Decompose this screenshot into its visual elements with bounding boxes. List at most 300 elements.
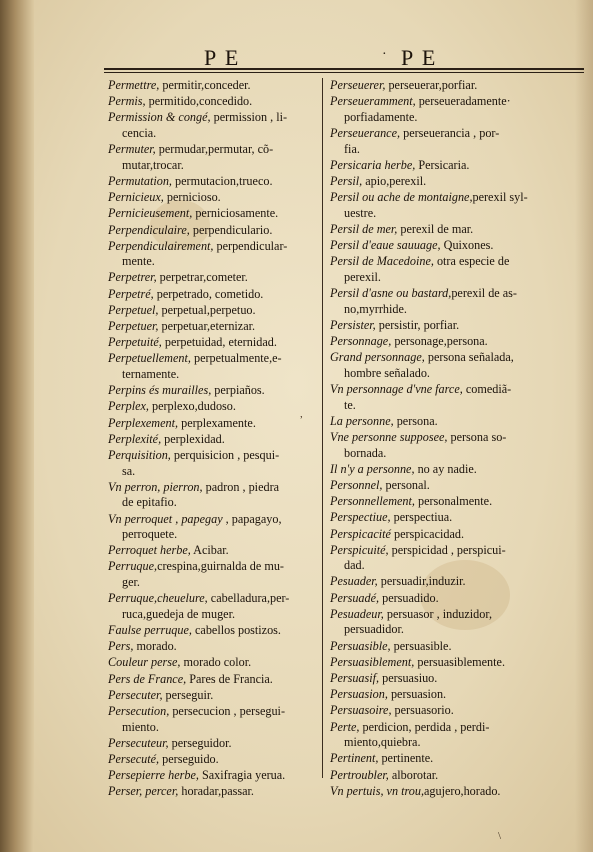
entry-continuation: mutar,trocar. <box>122 157 184 172</box>
dictionary-entry <box>330 382 560 413</box>
entry-continuation: ternamente. <box>122 367 180 381</box>
entry-line <box>330 238 560 254</box>
entry-headword: Personnage, <box>330 334 392 349</box>
entry-headword: Personnellement, <box>330 494 415 509</box>
entry-headword: Couleur perse, <box>108 655 181 670</box>
entry-headword: Persuadé, <box>330 590 380 605</box>
dictionary-entry <box>108 512 312 543</box>
entry-headword: Perspicuité, <box>330 542 389 557</box>
entry-continuation: uestre. <box>344 205 377 220</box>
entry-translation: no ay nadie. <box>414 461 477 476</box>
entry-headword: Persil, <box>330 173 363 188</box>
entry-translation: papagayo, <box>228 511 282 526</box>
entry-continuation: bornada. <box>344 445 387 460</box>
entry-translation: otra especie de <box>433 254 510 269</box>
entry-translation: permudar,permutar, cõ- <box>155 142 274 157</box>
entry-line <box>108 335 312 351</box>
dictionary-entry <box>108 591 312 622</box>
dictionary-entry <box>330 671 560 687</box>
entry-line <box>330 574 560 590</box>
entry-translation: perdicion, perdida , perdi- <box>359 719 490 734</box>
entry-line <box>330 222 560 238</box>
entry-translation: perniciosamente. <box>192 206 279 221</box>
entry-line <box>108 736 312 752</box>
entry-line <box>330 78 560 94</box>
entry-line <box>108 319 312 335</box>
dictionary-entry <box>108 784 312 800</box>
entry-line <box>330 543 560 559</box>
entry-translation: agujero,horado. <box>424 783 501 798</box>
dictionary-entry <box>108 480 312 511</box>
running-header <box>104 45 584 70</box>
entry-headword: Persister, <box>330 317 376 332</box>
entry-headword: Pernicieux, <box>108 190 164 205</box>
entry-line <box>330 527 560 543</box>
dictionary-entry <box>108 351 312 382</box>
entry-translation: persona señalada, <box>424 350 514 365</box>
entry-translation: persona so- <box>447 429 507 444</box>
entry-translation: cabelladura,per- <box>207 591 290 606</box>
entry-translation: perseguir. <box>162 687 214 702</box>
entry-translation: persuadido. <box>379 590 439 605</box>
dictionary-entry <box>108 223 312 239</box>
entry-line <box>108 448 312 464</box>
dictionary-entry <box>330 126 560 157</box>
entry-line <box>108 351 312 367</box>
dictionary-entry <box>330 527 560 543</box>
entry-headword: Vn perroquet , papegay , <box>108 511 229 526</box>
entry-translation: persuasion. <box>387 687 447 702</box>
entry-translation: perpetrar,cometer. <box>156 270 248 285</box>
dictionary-entry <box>330 655 560 671</box>
ink-mark: , <box>300 408 303 420</box>
entry-headword: Permission & congé, <box>108 110 211 125</box>
entry-translation: personal. <box>382 477 430 492</box>
entry-translation: perpetuidad, eternidad. <box>161 335 277 350</box>
entry-continuation: fia. <box>344 141 360 156</box>
entry-headword: Il n'y a personne, <box>330 461 415 476</box>
entry-translation: perplexidad. <box>161 431 225 446</box>
entry-continuation: porfiadamente. <box>344 109 418 124</box>
dictionary-entry <box>108 559 312 590</box>
entry-line <box>108 383 312 399</box>
entry-line <box>108 223 312 239</box>
dictionary-entry <box>108 110 312 141</box>
entry-line <box>330 190 560 206</box>
entry-continuation: perroquete. <box>122 527 178 542</box>
dictionary-entry <box>108 239 312 270</box>
entry-headword: Vne personne supposee, <box>330 429 448 444</box>
entry-line <box>108 672 312 688</box>
entry-headword: Persicaria herbe, <box>330 157 416 172</box>
entry-line <box>108 190 312 206</box>
entry-translation: persuasiblemente. <box>414 654 505 669</box>
entry-headword: Permis, <box>108 94 146 109</box>
entry-line <box>108 239 312 255</box>
entry-headword: Perpetré, <box>108 286 154 301</box>
entry-translation: perexil de mar. <box>397 221 474 236</box>
entry-headword: Perpetuel, <box>108 302 159 317</box>
entry-line <box>108 639 312 655</box>
header-rule-thin <box>104 72 584 73</box>
page-edge <box>575 0 593 852</box>
entry-line <box>330 382 560 398</box>
entry-line <box>108 784 312 800</box>
entry-line <box>330 318 560 334</box>
entry-line <box>330 751 560 767</box>
header-right: P E <box>401 45 438 70</box>
dictionary-entry <box>108 736 312 752</box>
entry-continuation: miento. <box>122 719 159 734</box>
entry-headword: Persil d'eaue sauuage, <box>330 238 441 253</box>
entry-translation: persuasible. <box>390 638 452 653</box>
entry-line <box>108 270 312 286</box>
entry-headword: Pers, <box>108 639 134 654</box>
entry-translation: perexil syl- <box>472 190 528 205</box>
entry-headword: Perruque, <box>108 559 158 574</box>
dictionary-entry <box>330 222 560 238</box>
entry-line <box>108 174 312 190</box>
entry-translation: Quixones. <box>440 238 494 253</box>
dictionary-entry <box>108 142 312 173</box>
entry-line <box>330 126 560 142</box>
entry-continuation: mente. <box>122 254 155 269</box>
dictionary-entry <box>330 334 560 350</box>
entry-translation: persuasorio. <box>391 703 454 718</box>
entry-headword: Pers de France, <box>108 671 187 686</box>
dictionary-entry <box>108 416 312 432</box>
entry-line <box>330 334 560 350</box>
entry-translation: persuadir,induzir. <box>377 574 466 589</box>
header-left: P E <box>204 45 241 70</box>
entry-headword: Persuasion, <box>330 687 388 702</box>
entry-headword: Persepierre herbe, <box>108 768 199 783</box>
entry-headword: Perplexement, <box>108 415 179 430</box>
entry-line <box>330 671 560 687</box>
entry-line <box>108 110 312 126</box>
dictionary-entry <box>330 510 560 526</box>
entry-translation: perplexo,dudoso. <box>148 399 236 414</box>
entry-line <box>108 655 312 671</box>
dictionary-entry <box>330 543 560 574</box>
entry-headword: Permutation, <box>108 173 172 188</box>
entry-line <box>108 704 312 720</box>
entry-line <box>330 639 560 655</box>
entry-line <box>330 462 560 478</box>
entry-line <box>108 78 312 94</box>
entry-headword: Vn personnage d'vne farce, <box>330 382 463 396</box>
entry-translation: perseuerancia , por- <box>400 125 500 140</box>
entry-continuation: de epitafio. <box>122 495 177 510</box>
dictionary-entry <box>330 607 560 638</box>
entry-line <box>330 687 560 703</box>
entry-translation: Persicaria. <box>415 157 470 172</box>
entry-translation: padron , piedra <box>202 479 280 494</box>
entry-line <box>330 158 560 174</box>
dictionary-entry <box>330 494 560 510</box>
entry-line <box>108 303 312 319</box>
dictionary-entry <box>108 399 312 415</box>
entry-line <box>330 510 560 526</box>
dictionary-entry <box>330 639 560 655</box>
entry-continuation: hombre señalado. <box>344 365 430 380</box>
left-column <box>108 78 312 801</box>
entry-translation: persuasiuo. <box>379 671 438 685</box>
dictionary-entry <box>108 768 312 784</box>
entry-line <box>108 399 312 415</box>
entry-line <box>330 94 560 110</box>
entry-translation: permitir,conceder. <box>159 78 251 92</box>
entry-translation: comediã- <box>462 382 512 396</box>
entry-translation: perspicacidad. <box>390 526 465 541</box>
dictionary-entry <box>330 430 560 461</box>
dictionary-entry <box>330 703 560 719</box>
entry-line <box>330 350 560 366</box>
entry-translation: pernicioso. <box>163 190 221 205</box>
entry-line <box>330 414 560 430</box>
dictionary-entry <box>108 448 312 479</box>
entry-line <box>330 607 560 623</box>
dictionary-entry <box>330 318 560 334</box>
entry-line <box>330 768 560 784</box>
entry-continuation: miento,quiebra. <box>344 735 421 750</box>
dictionary-entry <box>108 704 312 735</box>
dictionary-entry <box>330 574 560 590</box>
entry-headword: Perseuerer, <box>330 78 386 92</box>
entry-headword: Pesuader, <box>330 574 378 589</box>
entry-translation: personalmente. <box>414 494 493 509</box>
dictionary-entry <box>108 206 312 222</box>
entry-headword: Perpins és murailles, <box>108 383 212 398</box>
entry-headword: Persecution, <box>108 703 170 718</box>
entry-translation: persona. <box>393 413 438 428</box>
entry-line <box>108 623 312 639</box>
entry-line <box>108 142 312 158</box>
entry-continuation: no,myrrhide. <box>344 301 407 316</box>
right-column <box>330 78 560 800</box>
entry-translation: perexil de as- <box>451 286 517 301</box>
entry-headword: Pertroubler, <box>330 767 389 782</box>
entry-headword: Perseueramment, <box>330 94 416 109</box>
dictionary-entry <box>108 752 312 768</box>
column-divider <box>322 78 323 778</box>
dictionary-entry <box>330 687 560 703</box>
entry-headword: Persil de Macedoine, <box>330 254 434 269</box>
entry-line <box>108 432 312 448</box>
dictionary-entry <box>108 623 312 639</box>
entry-headword: Perte, <box>330 719 360 734</box>
entry-translation: Saxifragia yerua. <box>198 768 286 783</box>
entry-line <box>330 254 560 270</box>
ink-mark: \ <box>498 830 502 842</box>
entry-translation: perplexamente. <box>178 415 256 430</box>
entry-translation: persecucion , persegui- <box>169 703 285 718</box>
entry-headword: Persecuteur, <box>108 735 169 750</box>
dictionary-entry <box>330 751 560 767</box>
entry-translation: cabellos postizos. <box>191 623 281 638</box>
entry-translation: perseguidor. <box>168 735 232 750</box>
dictionary-entry <box>108 655 312 671</box>
entry-headword: Perpendiculairement, <box>108 238 214 253</box>
dictionary-entry <box>330 462 560 478</box>
dictionary-entry <box>330 190 560 221</box>
entry-translation: perseguido. <box>159 751 219 766</box>
dictionary-entry <box>108 335 312 351</box>
entry-line <box>108 752 312 768</box>
dictionary-entry <box>108 688 312 704</box>
entry-line <box>330 784 560 800</box>
entry-translation: perpendiculario. <box>189 222 273 237</box>
entry-continuation: te. <box>344 397 356 412</box>
entry-continuation: cencia. <box>122 125 157 140</box>
entry-translation: personage,persona. <box>391 334 488 349</box>
dictionary-entry <box>108 287 312 303</box>
entry-continuation: perexil. <box>344 269 381 284</box>
dictionary-entry <box>108 543 312 559</box>
entry-line <box>330 703 560 719</box>
entry-headword: Perser, percer, <box>108 784 179 799</box>
entry-headword: Persil de mer, <box>330 221 398 236</box>
entry-continuation: ruca,guedeja de muger. <box>122 606 236 621</box>
entry-line <box>330 720 560 736</box>
entry-translation: horadar,passar. <box>178 784 254 799</box>
entry-continuation: dad. <box>344 558 365 573</box>
entry-line <box>108 768 312 784</box>
entry-translation: perspicidad , perspicui- <box>388 542 506 557</box>
entry-headword: Persil ou ache de montaigne, <box>330 190 473 205</box>
entry-headword: Perspicacité <box>330 526 391 541</box>
dictionary-entry <box>330 784 560 800</box>
dictionary-entry <box>330 350 560 381</box>
entry-headword: Perpetrer, <box>108 270 157 285</box>
entry-translation: persistir, porfiar. <box>375 317 460 332</box>
dictionary-entry <box>330 158 560 174</box>
entry-translation: perspectiua. <box>390 510 453 525</box>
entry-line <box>330 655 560 671</box>
entry-line <box>108 206 312 222</box>
entry-headword: Persuasif, <box>330 671 380 685</box>
entry-headword: Vn perron, pierron, <box>108 479 203 494</box>
entry-translation: Acibar. <box>190 543 229 558</box>
entry-line <box>330 478 560 494</box>
entry-headword: Persuasoire, <box>330 703 392 718</box>
dictionary-entry <box>330 174 560 190</box>
entry-headword: Perruque,cheuelure, <box>108 591 208 606</box>
dictionary-entry <box>108 174 312 190</box>
header-dot: · <box>382 47 389 62</box>
entry-headword: Faulse perruque, <box>108 623 192 638</box>
entry-headword: Persuasible, <box>330 638 391 653</box>
entry-headword: Perpendiculaire, <box>108 222 190 237</box>
entry-line <box>330 591 560 607</box>
entry-line <box>330 494 560 510</box>
dictionary-entry <box>330 238 560 254</box>
entry-headword: Grand personnage, <box>330 350 425 365</box>
entry-line <box>108 512 312 528</box>
entry-line <box>108 591 312 607</box>
entry-headword: Pesuadeur, <box>330 606 384 621</box>
entry-headword: Persecuté, <box>108 751 160 766</box>
entry-headword: Permettre, <box>108 78 160 92</box>
dictionary-entry <box>108 190 312 206</box>
dictionary-entry <box>108 303 312 319</box>
entry-translation: alborotar. <box>388 767 439 782</box>
entry-translation: crespina,guirnalda de mu- <box>157 559 284 574</box>
entry-line <box>108 559 312 575</box>
entry-headword: Perspectiue, <box>330 510 391 525</box>
entry-translation: permutacion,trueco. <box>171 173 273 188</box>
entry-headword: Personnel, <box>330 477 383 492</box>
dictionary-entry <box>330 254 560 285</box>
entry-headword: Pertinent, <box>330 751 379 766</box>
entry-translation: pertinente. <box>378 751 434 766</box>
entry-translation: permitido,concedido. <box>145 94 253 109</box>
entry-translation: permission , li- <box>210 110 288 125</box>
dictionary-entry <box>108 672 312 688</box>
entry-translation: perpetual,perpetuo. <box>158 302 256 317</box>
dictionary-entry <box>330 720 560 751</box>
entry-headword: Perpetuellement, <box>108 351 191 366</box>
entry-line <box>330 430 560 446</box>
entry-line <box>330 286 560 302</box>
entry-headword: Persil d'asne ou bastard, <box>330 286 452 301</box>
dictionary-entry <box>108 270 312 286</box>
entry-continuation: persuadidor. <box>344 622 404 637</box>
entry-line <box>108 688 312 704</box>
entry-translation: perquisicion , pesqui- <box>170 447 280 462</box>
dictionary-entry <box>330 94 560 125</box>
entry-line <box>108 543 312 559</box>
dictionary-entry <box>330 414 560 430</box>
entry-translation: perseueradamente· <box>415 94 511 109</box>
entry-headword: Permuter, <box>108 142 156 157</box>
entry-translation: perpiaños. <box>211 383 265 398</box>
entry-translation: perseuerar,porfiar. <box>385 78 478 92</box>
dictionary-entry <box>108 639 312 655</box>
dictionary-entry <box>330 286 560 317</box>
entry-headword: Persuasiblement, <box>330 654 415 669</box>
header-rule <box>104 68 584 70</box>
entry-headword: Perplexité, <box>108 431 162 446</box>
dictionary-entry <box>108 383 312 399</box>
dictionary-entry <box>108 78 312 94</box>
entry-headword: Perpetuer, <box>108 319 159 334</box>
dictionary-entry <box>108 94 312 110</box>
entry-line <box>330 174 560 190</box>
entry-translation: morado color. <box>180 655 252 670</box>
entry-translation: persuasor , induzidor, <box>383 606 492 621</box>
entry-line <box>108 94 312 110</box>
entry-continuation: ger. <box>122 575 140 590</box>
entry-translation: Pares de Francia. <box>186 671 273 686</box>
entry-headword: Vn pertuis, vn trou, <box>330 783 424 798</box>
entry-headword: Pernicieusement, <box>108 206 193 221</box>
entry-headword: Perquisition, <box>108 447 171 462</box>
entry-line <box>108 480 312 496</box>
entry-headword: Perroquet herbe, <box>108 543 191 558</box>
entry-translation: perpetuar,eternizar. <box>158 319 256 334</box>
entry-continuation: sa. <box>122 463 136 478</box>
entry-line <box>108 287 312 303</box>
entry-headword: Perseuerance, <box>330 125 401 140</box>
page-gutter <box>0 0 34 852</box>
dictionary-entry <box>330 78 560 94</box>
entry-translation: apio,perexil. <box>362 173 427 188</box>
entry-headword: La personne, <box>330 413 394 428</box>
dictionary-entry <box>108 432 312 448</box>
entry-headword: Persecuter, <box>108 687 163 702</box>
dictionary-entry <box>330 591 560 607</box>
